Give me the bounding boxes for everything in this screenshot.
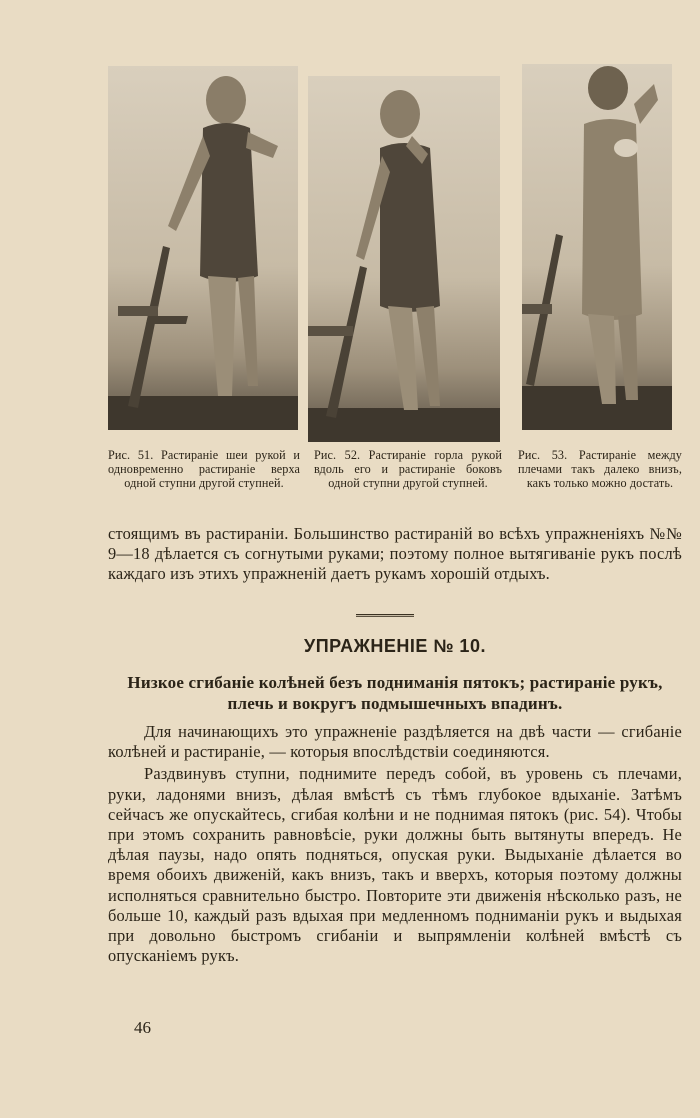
exercise-paragraph: Раздвинувъ ступни, поднимите передъ собой, въ уровень съ плечами, руки, ладонями внизъ, дѣлая вмѣстѣ съ тѣмъ глубокое вдыханіе. Затѣмъ сейчасъ же опускайтесь, сгибая колѣни и не поднимая пятокъ (рис. 54). Чтобы при этомъ сохранить равновѣсіе, руки должны быть вытянуты впередъ. Не дѣлая паузы, надо опять подняться, опуская руки. Выдыханіе дѣлается во время обоихъ движеній, какъ внизъ, такъ и вверхъ, которыя поэтому должны исполняться сравнительно быстро. Повторите эти движенія нѣсколько разъ, не больше 10, каждый разъ вдыхая при медленномъ подниманіи рукъ и выдыхая при довольно быстромъ сгибаніи и выпрямленіи колѣней вмѣстѣ съ опусканіемъ рукъ. bbox=[108, 764, 682, 966]
continuation-text: стоящимъ въ растираніи. Большинство растираній во всѣхъ упражненіяхъ №№ 9—18 дѣлается съ согнутыми руками; поэтому полное вытягиваніе рукъ послѣ каждаго изъ этихъ упражненій даетъ рукамъ хорошій отдыхъ. bbox=[108, 524, 682, 584]
exercise-subtitle: Низкое сгибаніе колѣней безъ подниманія пятокъ; растираніе рукъ, плечь и вокругъ подмышечныхъ впадинъ. bbox=[127, 673, 663, 713]
section-divider bbox=[356, 614, 414, 617]
figure-53-caption: Рис. 53. Растираніе между плечами такъ далеко внизъ, какъ только можно достать. bbox=[518, 448, 682, 490]
woman-by-chair-illustration bbox=[522, 64, 672, 430]
figure-51-photo bbox=[108, 66, 298, 430]
page-number: 46 bbox=[134, 1018, 151, 1037]
figure-52-photo bbox=[308, 76, 500, 442]
woman-by-chair-illustration bbox=[308, 76, 500, 442]
figure-51-caption: Рис. 51. Растираніе шеи рукой и одновременно растираніе верха одной ступни другой ступней. bbox=[108, 448, 300, 490]
exercise-paragraph: Для начинающихъ это упражненіе раздѣляется на двѣ части — сгибаніе колѣней и растираніе, — которыя впослѣдствіи соединяются. bbox=[108, 722, 682, 762]
exercise-body bbox=[108, 722, 682, 966]
figure-53-photo bbox=[522, 64, 672, 430]
exercise-title: УПРАЖНЕНІЕ № 10. bbox=[304, 636, 486, 656]
continuation-paragraph bbox=[108, 524, 682, 585]
woman-by-chair-illustration bbox=[108, 66, 298, 430]
figure-52-caption: Рис. 52. Растираніе горла рукой вдоль его и растираніе боковъ одной ступни другой ступней. bbox=[314, 448, 502, 490]
